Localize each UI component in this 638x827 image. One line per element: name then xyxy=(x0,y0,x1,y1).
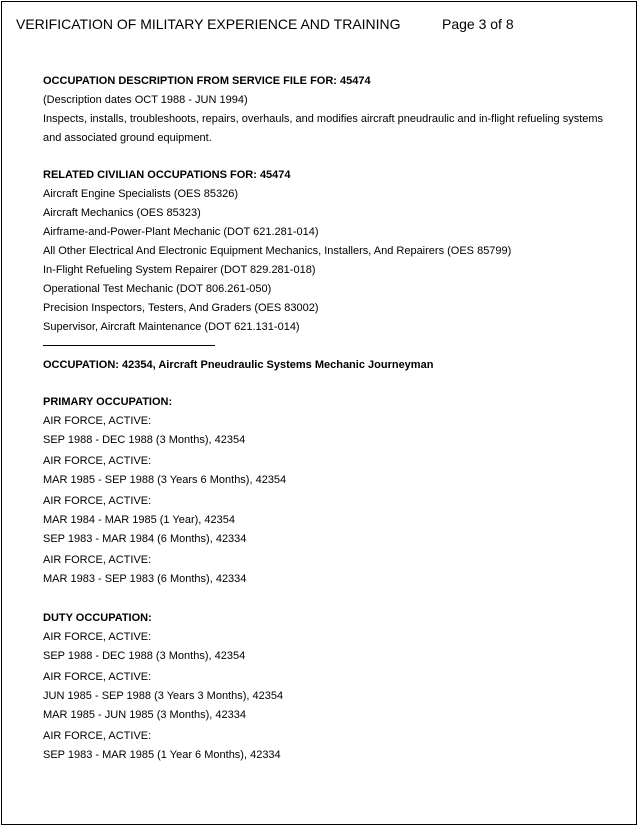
description-text: Inspects, installs, troubleshoots, repairs, overhauls, and modifies aircraft pneudraulic and in-flight refueling systems and associated ground equipment. xyxy=(43,113,604,144)
service-entry: SEP 1983 - MAR 1984 (6 Months), 42334 xyxy=(43,533,247,545)
list-item: Operational Test Mechanic (DOT 806.261-050) xyxy=(43,283,272,295)
service-label: AIR FORCE, ACTIVE: xyxy=(43,495,152,507)
document-page xyxy=(1,1,637,825)
list-item: Airframe-and-Power-Plant Mechanic (DOT 621.281-014) xyxy=(43,226,319,238)
primary-occupation-heading: PRIMARY OCCUPATION: xyxy=(43,396,173,408)
service-label: AIR FORCE, ACTIVE: xyxy=(43,455,152,467)
related-civilian-list xyxy=(43,185,618,337)
list-item: All Other Electrical And Electronic Equipment Mechanics, Installers, And Repairers (OES 85799) xyxy=(43,245,512,257)
section-divider xyxy=(43,345,215,346)
service-entry: SEP 1988 - DEC 1988 (3 Months), 42354 xyxy=(43,650,246,662)
service-label: AIR FORCE, ACTIVE: xyxy=(43,554,152,566)
primary-occupation-group xyxy=(43,412,618,450)
primary-occupation-group xyxy=(43,551,618,589)
occupation-description-heading: OCCUPATION DESCRIPTION FROM SERVICE FILE FOR: 45474 xyxy=(43,75,371,87)
occupation-heading: OCCUPATION: 42354, Aircraft Pneudraulic Systems Mechanic Journeyman xyxy=(43,359,434,371)
service-entry: MAR 1985 - SEP 1988 (3 Years 6 Months), 42354 xyxy=(43,474,287,486)
service-entry: MAR 1984 - MAR 1985 (1 Year), 42354 xyxy=(43,514,236,526)
service-entry: MAR 1985 - JUN 1985 (3 Months), 42334 xyxy=(43,709,246,721)
page-number: Page 3 of 8 xyxy=(442,16,514,32)
page-header xyxy=(16,16,622,36)
primary-occupation-group xyxy=(43,452,618,490)
service-entry: SEP 1983 - MAR 1985 (1 Year 6 Months), 42334 xyxy=(43,749,281,761)
document-body xyxy=(43,72,618,765)
service-label: AIR FORCE, ACTIVE: xyxy=(43,671,152,683)
service-entry: SEP 1988 - DEC 1988 (3 Months), 42354 xyxy=(43,434,246,446)
duty-occupation-group xyxy=(43,628,618,666)
service-label: AIR FORCE, ACTIVE: xyxy=(43,415,152,427)
document-title: VERIFICATION OF MILITARY EXPERIENCE AND TRAINING xyxy=(16,16,401,32)
list-item: Precision Inspectors, Testers, And Graders (OES 83002) xyxy=(43,302,319,314)
primary-occupation-group xyxy=(43,492,618,549)
list-item: Aircraft Engine Specialists (OES 85326) xyxy=(43,188,239,200)
service-entry: MAR 1983 - SEP 1983 (6 Months), 42334 xyxy=(43,573,247,585)
list-item: Aircraft Mechanics (OES 85323) xyxy=(43,207,201,219)
related-civilian-heading: RELATED CIVILIAN OCCUPATIONS FOR: 45474 xyxy=(43,169,291,181)
service-entry: JUN 1985 - SEP 1988 (3 Years 3 Months), 42354 xyxy=(43,690,284,702)
duty-occupation-heading: DUTY OCCUPATION: xyxy=(43,612,152,624)
duty-occupation-group xyxy=(43,727,618,765)
list-item: Supervisor, Aircraft Maintenance (DOT 621.131-014) xyxy=(43,321,300,333)
list-item: In-Flight Refueling System Repairer (DOT 829.281-018) xyxy=(43,264,316,276)
description-dates: (Description dates OCT 1988 - JUN 1994) xyxy=(43,94,248,106)
service-label: AIR FORCE, ACTIVE: xyxy=(43,631,152,643)
service-label: AIR FORCE, ACTIVE: xyxy=(43,730,152,742)
duty-occupation-group xyxy=(43,668,618,725)
